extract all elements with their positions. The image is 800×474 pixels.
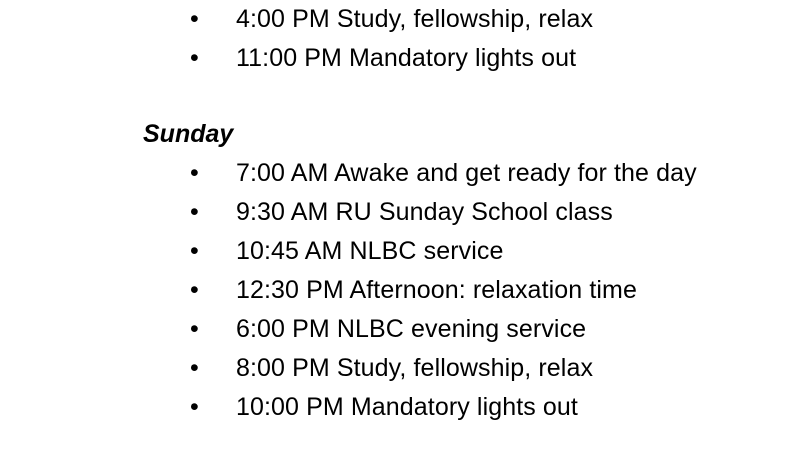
list-item <box>0 388 780 427</box>
schedule-list-saturday-end <box>0 0 780 78</box>
list-item-label: 12:30 PM Afternoon: relaxation time <box>236 276 637 304</box>
list-item <box>0 310 780 349</box>
schedule-list-sunday <box>0 154 780 427</box>
bullet-icon: • <box>190 315 199 343</box>
paragraph-spacer <box>0 78 780 115</box>
list-item-label: 4:00 PM Study, fellowship, relax <box>236 5 594 33</box>
bullet-icon: • <box>190 198 199 226</box>
section-heading-sunday: Sunday <box>143 120 234 148</box>
bullet-icon: • <box>190 5 199 33</box>
list-item-label: 10:45 AM NLBC service <box>236 237 504 265</box>
bullet-icon: • <box>190 393 199 421</box>
list-item <box>0 232 780 271</box>
bullet-icon: • <box>190 237 199 265</box>
list-item <box>0 0 780 39</box>
bullet-icon: • <box>190 159 199 187</box>
bullet-icon: • <box>190 44 199 72</box>
list-item-label: 8:00 PM Study, fellowship, relax <box>236 354 594 382</box>
list-item <box>0 39 780 78</box>
list-item-label: 11:00 PM Mandatory lights out <box>236 44 577 72</box>
list-item-label: 6:00 PM NLBC evening service <box>236 315 587 343</box>
list-item <box>0 349 780 388</box>
list-item <box>0 193 780 232</box>
list-item-label: 10:00 PM Mandatory lights out <box>236 393 578 421</box>
bullet-icon: • <box>190 276 199 304</box>
list-item-label: 7:00 AM Awake and get ready for the day <box>236 159 697 187</box>
list-item-label: 9:30 AM RU Sunday School class <box>236 198 613 226</box>
list-item <box>0 271 780 310</box>
list-item <box>0 154 780 193</box>
bullet-icon: • <box>190 354 199 382</box>
